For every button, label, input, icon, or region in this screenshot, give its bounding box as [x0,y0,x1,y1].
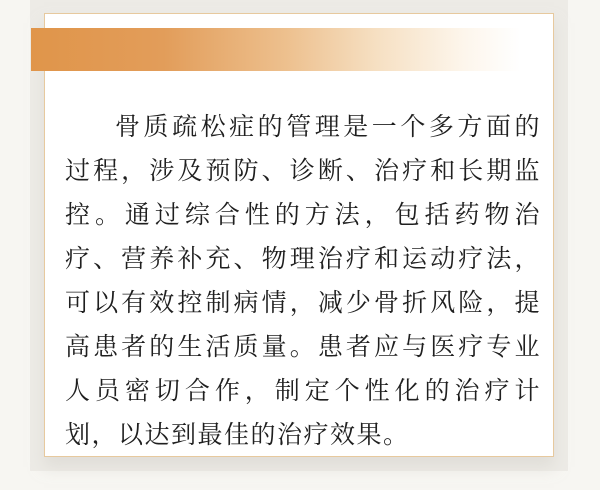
paragraph-line: 疗、营养补充、物理治疗和运动疗法， [65,244,541,273]
paragraph-line: 高患者的生活质量。患者应与医疗专业 [65,332,541,361]
paragraph-line: 控。通过综合性的方法，包括药物治 [65,200,541,229]
paragraph-line: 人员密切合作，制定个性化的治疗计 [65,376,541,405]
paragraph-line: 可以有效控制病情，减少骨折风险，提 [65,288,541,317]
paragraph-line: 划，以达到最佳的治疗效果。 [65,420,410,449]
accent-gradient-bar [31,28,541,71]
article-paragraph [65,105,541,457]
paragraph-line: 骨质疏松症的管理是一个多方面的 [115,112,541,141]
paragraph-line: 过程，涉及预防、诊断、治疗和长期监 [65,156,541,185]
